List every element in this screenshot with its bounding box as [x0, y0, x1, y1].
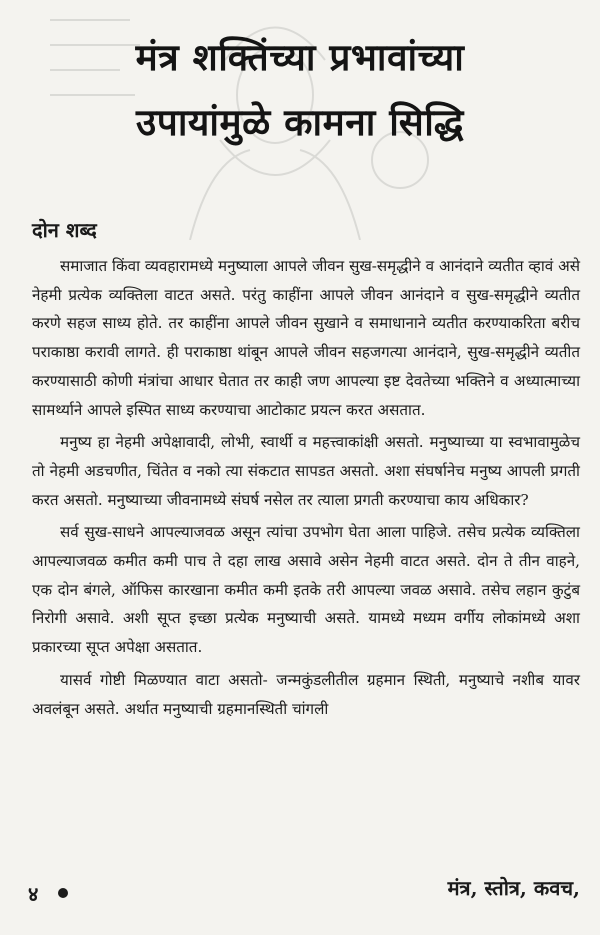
bullet-icon [58, 888, 68, 898]
page-title-line-1: मंत्र शक्तिंच्या प्रभावांच्या [135, 36, 465, 79]
paragraph: सर्व सुख-साधने आपल्याजवळ असून त्यांचा उपभोग घेता आला पाहिजे. तसेच प्रत्येक व्यक्तिला आपल्याजवळ कमीत कमी पाच ते दहा लाख असावे असेन नेहमी वाटत असते. दोन ते तीन वाहने, एक दोन बंगले, ऑफिस कारखाना कमीत कमी इतके तरी आपल्या जवळ असावे. तसेच लहान कुटुंब निरोगी असावे. अशी सूप्त इच्छा प्रत्येक मनुष्याची असते. यामध्ये मध्यम वर्गीय लोकांमध्ये अशा प्रकारच्या सूप्त अपेक्षा असतात. [32, 523, 580, 657]
paragraph: मनुष्य हा नेहमी अपेक्षावादी, लोभी, स्वार्थी व महत्त्वाकांक्षी असतो. मनुष्याच्या या स्वभावामुळेच तो नेहमी अडचणीत, चिंतेत व नको त्या संकटात सापडत असतो. अशा संघर्षानेच मनुष्य आपली प्रगती करत असतो. मनुष्याच्या जीवनामध्ये संघर्ष नसेल तर त्याला प्रगती करण्याचा काय अधिकार? [32, 433, 580, 509]
page-title-line-2: उपायांमुळे कामना सिद्धि [136, 101, 464, 144]
page-footer [0, 868, 600, 908]
body-text [32, 252, 580, 727]
running-book-title: मंत्र, स्तोत्र, कवच, [447, 876, 580, 900]
page-number: ४ [28, 882, 39, 906]
paragraph: समाजात किंवा व्यवहारामध्ये मनुष्याला आपले जीवन सुख-समृद्धीने व आनंदाने व्यतीत व्हावं असे नेहमी प्रत्येक व्यक्तिला वाटत असते. परंतु काहींना आपले जीवन आनंदाने व सुख-समृद्धीने व्यतीत करणे सहज साध्य होते. तर काहींना आपले जीवन सुखाने व समाधानाने व्यतीत करण्याकरिता बरीच पराकाष्ठा करावी लागते. ही पराकाष्ठा थांबून आपले जीवन सहजगत्या आनंदाने, सुख-समृद्धीने व्यतीत करण्यासाठी कोणी मंत्रांचा आधार घेतात तर काही जण आपल्या इष्ट देवतेच्या भक्तिने व अध्यात्माच्या सामर्थ्याने आपले इस्पित साध्य करण्याचा आटोकाट प्रयत्न करत असतात. [32, 257, 580, 419]
paragraph: यासर्व गोष्टी मिळण्यात वाटा असतो- जन्मकुंडलीतील ग्रहमान स्थिती, मनुष्याचे नशीब यावर अवलंबून असते. अर्थात मनुष्याची ग्रहमानस्थिती चांगली [32, 670, 580, 718]
section-heading: दोन शब्द [32, 218, 97, 242]
